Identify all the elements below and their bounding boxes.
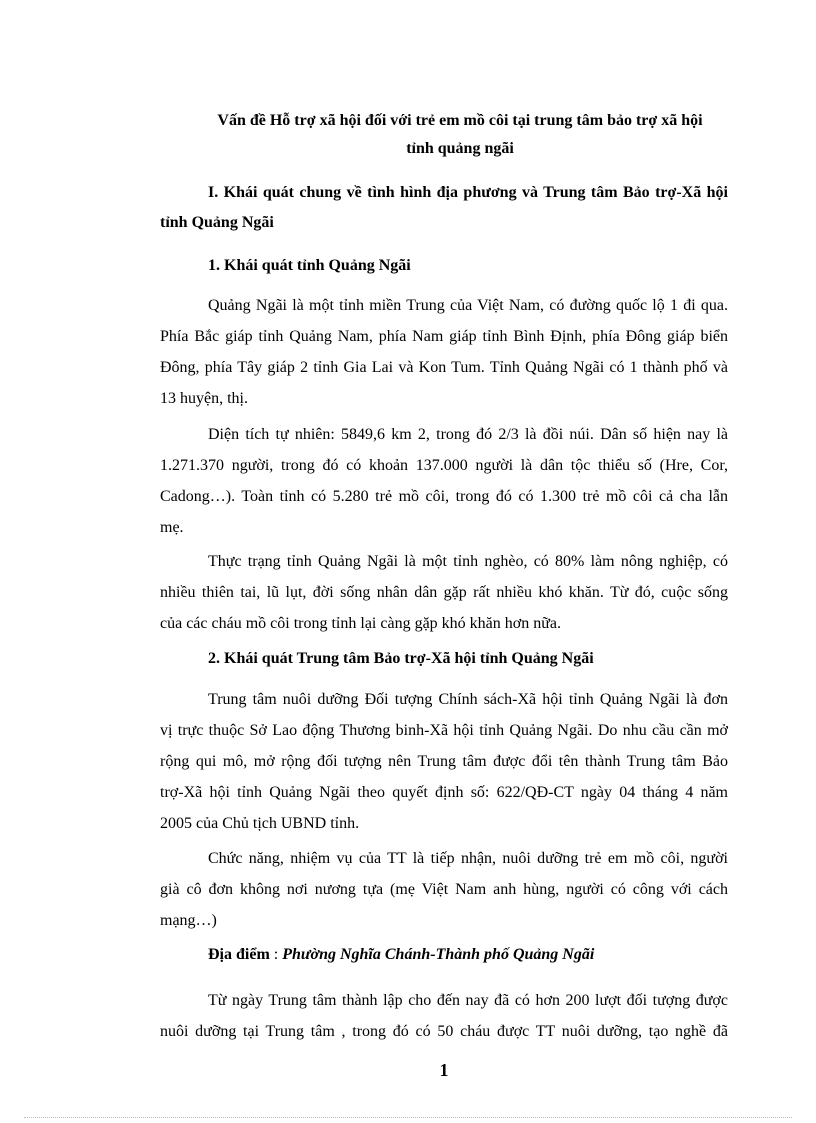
paragraph-1-line: 13 huyện, thị. [160, 390, 248, 407]
paragraph-1-line: Phía Bắc giáp tỉnh Quảng Nam, phía Nam giáp tỉnh Bình Định, phía Đông giáp biển [160, 328, 728, 345]
paragraph-5-line: mạng…) [160, 912, 217, 929]
section-1-heading-line-2: tỉnh Quảng Ngãi [160, 214, 274, 231]
paragraph-1-line: Đông, phía Tây giáp 2 tỉnh Gia Lai và Kon Tum. Tỉnh Quảng Ngãi có 1 thành phố và [160, 359, 728, 376]
document-title-line-1: Vấn đề Hỗ trợ xã hội đối với trẻ em mồ côi tại trung tâm bảo trợ xã hội [217, 112, 703, 129]
paragraph-2-line: Diện tích tự nhiên: 5849,6 km 2, trong đó 2/3 là đồi núi. Dân số hiện nay là [208, 426, 728, 443]
paragraph-4-line: Trung tâm nuôi dưỡng Đối tượng Chính sách-Xã hội tỉnh Quảng Ngãi là đơn [208, 691, 728, 708]
subsection-2-heading: 2. Khái quát Trung tâm Bảo trợ-Xã hội tỉnh Quảng Ngãi [208, 650, 594, 667]
paragraph-6 [160, 985, 728, 1047]
paragraph-3-line: của các cháu mồ côi trong tỉnh lại càng gặp khó khăn hơn nữa. [160, 615, 561, 632]
location-separator: : [269, 946, 283, 963]
paragraph-4-line: trợ-Xã hội tỉnh Quảng Ngãi theo quyết định số: 622/QĐ-CT ngày 04 tháng 4 năm [160, 784, 728, 801]
paragraph-6-line: nuôi dưỡng tại Trung tâm , trong đó có 50 cháu được TT nuôi dưỡng, tạo nghề đã [160, 1023, 728, 1040]
section-1-heading-line-1: I. Khái quát chung về tình hình địa phương và Trung tâm Bảo trợ-Xã hội [208, 184, 728, 201]
document-title-line-2: tỉnh quảng ngãi [406, 140, 514, 157]
paragraph-3-line: Thực trạng tỉnh Quảng Ngãi là một tỉnh nghèo, có 80% làm nông nghiệp, có [208, 553, 728, 570]
paragraph-3-line: nhiều thiên tai, lũ lụt, đời sống nhân dân gặp rất nhiều khó khăn. Từ đó, cuộc sống [160, 584, 728, 601]
paragraph-4-line: rộng qui mô, mở rộng đối tượng nên Trung tâm được đổi tên thành Trung tâm Bảo [160, 753, 728, 770]
paragraph-1 [160, 290, 728, 414]
paragraph-4-line: 2005 của Chủ tịch UBND tỉnh. [160, 815, 360, 832]
paragraph-5 [160, 843, 728, 936]
paragraph-5-line: già cô đơn không nơi nương tựa (mẹ Việt Nam anh hùng, người có công với cách [160, 881, 728, 898]
paragraph-2 [160, 419, 728, 543]
paragraph-2-line: Cadong…). Toàn tỉnh có 5.280 trẻ mồ côi, trong đó có 1.300 trẻ mồ côi cả cha lẫn [160, 488, 728, 505]
paragraph-2-line: mẹ. [160, 519, 184, 536]
page-number: 1 [439, 1060, 449, 1080]
paragraph-4-line: vị trực thuộc Sở Lao động Thương binh-Xã hội tỉnh Quảng Ngãi. Do nhu cầu cần mở [160, 722, 728, 739]
paragraph-1-line: Quảng Ngãi là một tỉnh miền Trung của Việt Nam, có đường quốc lộ 1 đi qua. [208, 297, 728, 314]
subsection-1-heading: 1. Khái quát tỉnh Quảng Ngãi [208, 257, 411, 274]
location-line [208, 945, 594, 965]
paragraph-2-line: 1.271.370 người, trong đó có khoản 137.000 người là dân tộc thiểu số (Hre, Cor, [160, 457, 728, 474]
paragraph-3 [160, 546, 728, 639]
page-bottom-divider [24, 1117, 792, 1118]
paragraph-6-line: Từ ngày Trung tâm thành lập cho đến nay đã có hơn 200 lượt đối tượng được [208, 992, 728, 1009]
location-label: Địa điểm [208, 946, 270, 963]
paragraph-5-line: Chức năng, nhiệm vụ của TT là tiếp nhận, nuôi dưỡng trẻ em mồ côi, người [208, 850, 728, 867]
paragraph-4 [160, 684, 728, 839]
location-value: Phường Nghĩa Chánh-Thành phố Quảng Ngãi [282, 946, 595, 963]
